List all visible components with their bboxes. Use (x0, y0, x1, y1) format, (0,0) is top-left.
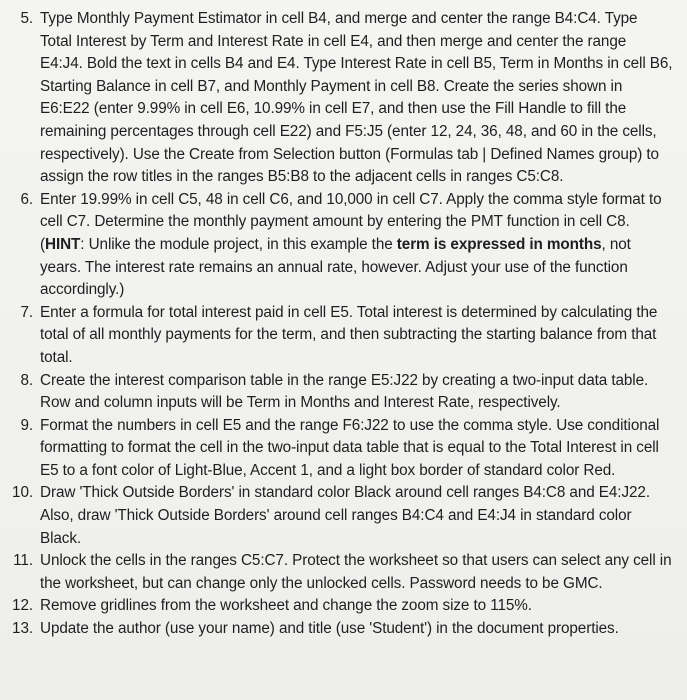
step-text: Create the interest comparison table in the range E5:J22 by creating a two-input data table. Row and column inputs will be Term in Months and Interest Rate, respectively. (40, 371, 649, 412)
step-number: 10. (12, 484, 33, 502)
step-12 (10, 595, 673, 618)
hint-label: HINT (45, 235, 81, 253)
step-text: Update the author (use your name) and title (use 'Student') in the document properties. (40, 620, 619, 638)
step-8 (10, 370, 673, 415)
step-7 (10, 302, 673, 370)
step-text: Enter a formula for total interest paid in cell E5. Total interest is determined by calculating the total of all monthly payments for the term, and then subtracting the starting balance from that total. (40, 303, 658, 366)
step-number: 11. (13, 552, 33, 570)
step-text: Format the numbers in cell E5 and the range F6:J22 to use the comma style. Use conditional formatting to format the cell in the two-input data table that is equal to the Total Interest in cell E5 to a font color of Light-Blue, Accent 1, and a light box border of standard color Red. (40, 416, 660, 479)
emphasis-text: term is expressed in months (396, 235, 602, 253)
step-9 (10, 415, 673, 483)
step-13 (10, 618, 673, 641)
step-number: 5. (20, 10, 33, 27)
step-10 (10, 482, 673, 550)
step-11 (10, 550, 673, 595)
step-5 (10, 8, 673, 189)
step-number: 13. (12, 620, 33, 638)
step-text: Enter 19.99% in cell C5, 48 in cell C6, and 10,000 in cell C7. Apply the comma style format to cell C7. Determine the monthly payment amount by entering the PMT function in cell C8. (HINT: Unlike the module project, in this example the term is expressed in months, not years. The interest rate remains an annual rate, however. Adjust your use of the function accordingly.) (40, 190, 662, 299)
step-number: 7. (20, 303, 33, 321)
step-text: Type Monthly Payment Estimator in cell B4, and merge and center the range B4:C4. Type Total Interest by Term and Interest Rate in cell E4, and then merge and center the range E4:J4. Bold the text in cells B4 and E4. Type Interest Rate in cell B5, Term in Months in cell B6, Starting Balance in cell B7, and Monthly Payment in cell B8. Create the series shown in E6:E22 (enter 9.99% in cell E6, 10.99% in cell E7, and then use the Fill Handle to fill the remaining percentages through cell E22) and F5:J5 (enter 12, 24, 36, 48, and 60 in the cells, respectively). Use the Create from Selection button (Formulas tab | Defined Names group) to assign the row titles in the ranges B5:B8 to the adjacent cells in ranges C5:C8. (40, 10, 673, 186)
step-text: Draw 'Thick Outside Borders' in standard color Black around cell ranges B4:C8 and E4:J22. Also, draw 'Thick Outside Borders' around cell ranges B4:C4 and E4:J4 in standard color Black. (40, 484, 650, 547)
step-6 (10, 189, 673, 302)
step-text: Unlock the cells in the ranges C5:C7. Protect the worksheet so that users can select any cell in the worksheet, but can change only the unlocked cells. Password needs to be GMC. (40, 552, 672, 592)
step-number: 12. (12, 597, 33, 615)
step-number: 9. (20, 416, 33, 434)
step-number: 8. (20, 371, 33, 389)
step-text: Remove gridlines from the worksheet and change the zoom size to 115%. (40, 597, 532, 615)
step-number: 6. (20, 190, 33, 208)
